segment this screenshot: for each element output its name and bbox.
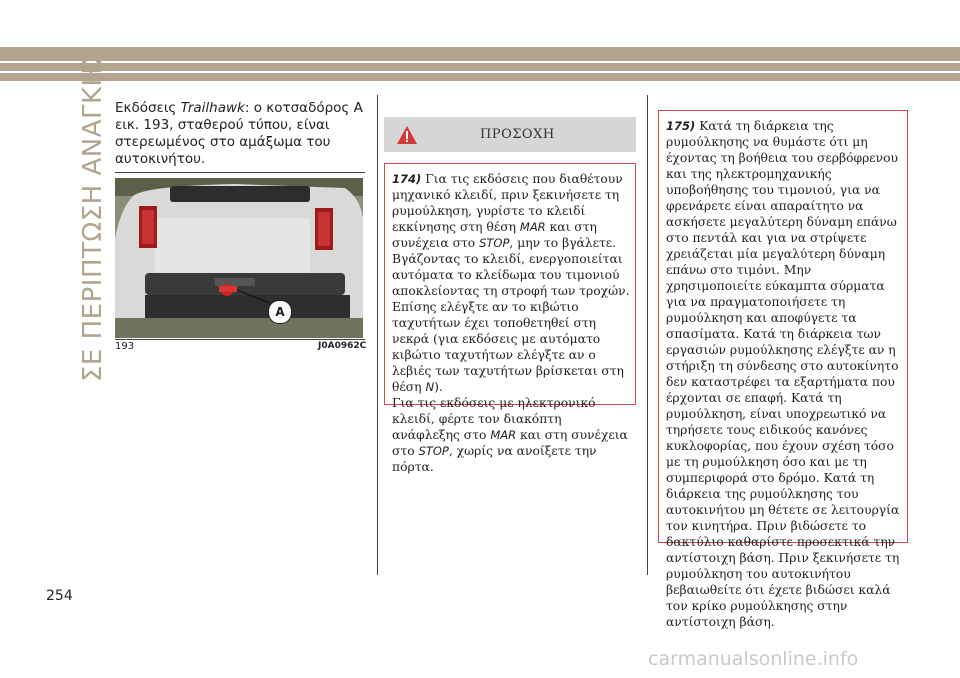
warning-text-run: Για τις εκδόσεις με ηλεκτρονικό κλειδί, φέρτε τον διακόπτη ανάφλεξης στο <box>392 396 596 442</box>
warning-text-run: , μην το βγάλετε. Βγάζοντας το κλειδί, ενεργοποιείται αυτόματα το κλείδωμα του τιμονιού αποκλείοντας τη στροφή των τροχών. Επίσης ελέγξτε αν το κιβώτιο ταχυτήτων έχει τοποθετηθεί στη νεκρά (για εκδόσεις με αυτόματο κιβώτιο ταχυτήτων ελέγξτε αν ο λεβιές των ταχυτήτων βρίσκεται στη θέση <box>392 236 630 394</box>
callout-label: A <box>268 300 292 324</box>
warning-text-run: , χωρίς να ανοίξετε την πόρτα. <box>392 444 597 474</box>
column-divider <box>647 95 648 575</box>
warning-header <box>384 117 636 152</box>
warning-text <box>392 171 632 475</box>
note-box <box>658 110 908 629</box>
warning-title: ΠΡΟΣΟΧΗ <box>480 127 555 142</box>
towing-hook-photo <box>115 178 363 338</box>
figure-code: J0A0962C <box>318 341 367 351</box>
warning-triangle-icon <box>396 125 418 145</box>
stop-label: STOP <box>479 236 510 250</box>
note-text <box>666 118 904 630</box>
watermark: carmanualsonline.info <box>648 648 859 670</box>
top-banner <box>0 0 960 85</box>
banner-stripe <box>0 73 960 81</box>
warning-box <box>384 163 636 474</box>
figure-number: 193 <box>115 341 135 352</box>
vehicle-rear-illustration <box>115 178 363 338</box>
warning-text-run: και στη συνέχεια στο <box>392 220 597 250</box>
mar-label: MAR <box>490 428 517 442</box>
banner-stripe <box>0 47 960 61</box>
figure-top-rule <box>115 172 365 173</box>
figure-bottom-rule <box>115 339 365 340</box>
neutral-label: N <box>425 380 435 394</box>
banner-stripe <box>0 63 960 71</box>
intro-text: Εκδόσεις <box>115 100 181 116</box>
warning-text-run: Για τις εκδόσεις που διαθέτουν μηχανικό κλειδί, πριν ξεκινήσετε τη ρυμούλκηση, γυρίστε το κλειδί εκκίνησης στη θέση <box>392 172 623 234</box>
section-title: ΣΕ ΠΕΡΙΠΤΩΣΗ ΑΝΑΓΚΗΣ <box>78 49 108 382</box>
note-number: 174) <box>392 172 422 186</box>
page-number: 254 <box>46 588 73 604</box>
stop-label: STOP <box>418 444 449 458</box>
column-divider <box>377 95 378 575</box>
warning-text-run: ). <box>434 380 443 394</box>
intro-paragraph <box>115 100 365 168</box>
note-number: 175) <box>666 119 696 133</box>
intro-version: Trailhawk <box>180 100 245 116</box>
warning-text-run: και στη συνέχεια στο <box>392 428 628 458</box>
section-sidebar <box>48 49 108 382</box>
note-body: Κατά τη διάρκεια της ρυμούλκησης να θυμάστε ότι μη έχοντας τη βοήθεια του σερβόφρενου και της ηλεκτρομηχανικής υποβοήθησης του τιμονιού, για να φρενάρετε είναι απαραίτητο να ασκήσετε μεγαλύτερη δύναμη επάνω στο πεντάλ και για να στρίψετε χρειάζεται μία μεγαλύτερη δύναμη επάνω στο τιμόνι. Μην χρησιμοποιείτε εύκαμπτα σύρματα για να πραγματοποιήσετε τη ρυμούλκηση και αποφύγετε τα σπασίματα. Κατά τη διάρκεια των εργασιών ρυμούλκησης ελέγξτε αν η στήριξη τη σύνδεσης στο αυτοκίνητο δεν καταστρέφει τα εξαρτήματα που έρχονται σε επαφή. Κατά τη ρυμούλκηση, είναι υποχρεωτικό να τηρήσετε τους ειδικούς κανόνες κυκλοφορίας, που έχουν σχέση τόσο με τη ρυμούλκηση όσο και με τη συμπεριφορά στο δρόμο. Κατά τη διάρκεια της ρυμούλκησης του αυτοκινήτου μη θέτετε σε λειτουργία τον κινητήρα. Πριν βιδώσετε το δακτύλιο καθαρίστε προσεκτικά την αντίστοιχη βάση. Πριν ξεκινήσετε τη ρυμούλκηση του αυτοκινήτου βεβαιωθείτε ότι έχετε βιδώσει καλά τον κρίκο ρυμούλκησης στην αντίστοιχη βάση. <box>666 119 900 629</box>
intro-text: : ο κοτσαδόρος A εικ. 193, σταθερού τύπου, είναι στερεωμένος στο αμάξωμα του αυτοκινήτου. <box>115 100 363 167</box>
mar-label: MAR <box>519 220 546 234</box>
